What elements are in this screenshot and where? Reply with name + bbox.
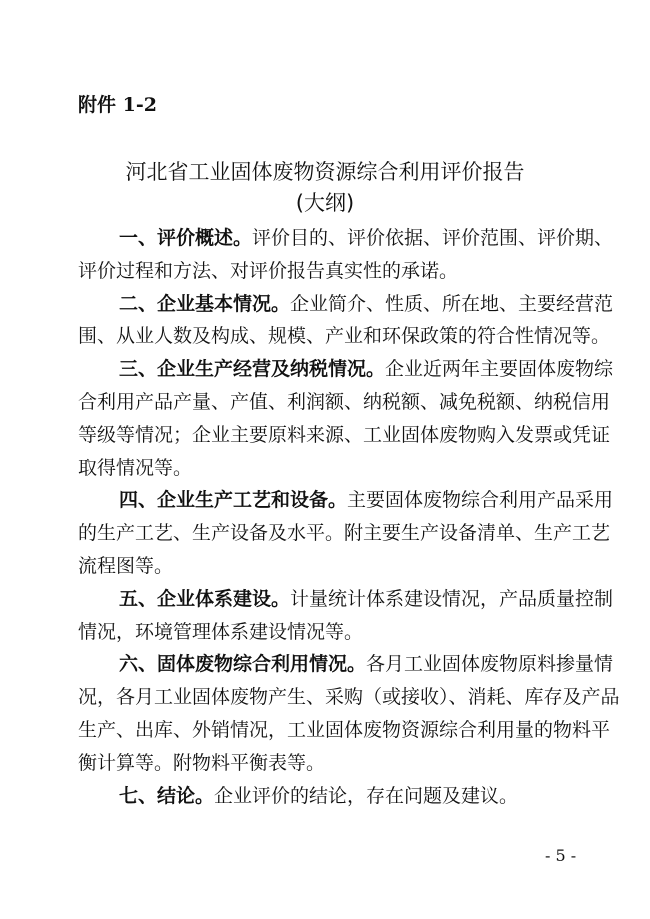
section-6 [78, 648, 620, 779]
section-line [78, 288, 614, 321]
section-heading: 五、企业体系建设。 [119, 587, 291, 610]
section-text: 企业近两年主要固体废物综 [385, 358, 614, 381]
section-text: 评价过程和方法、对评价报告真实性的承诺。 [78, 259, 459, 282]
section-line [78, 484, 614, 517]
section-heading: 七、结论。 [119, 784, 215, 807]
section-line [78, 616, 572, 649]
section-line [78, 714, 611, 747]
section-7 [78, 780, 572, 813]
section-text: 企业评价的结论，存在问题及建议。 [214, 784, 519, 807]
section-text: 评价目的、评价依据、评价范围、评价期、 [252, 227, 614, 249]
section-text: 情况，环境管理体系建设情况等。 [78, 620, 364, 643]
section-line [78, 320, 611, 353]
section-text: 围、从业人数及构成、规模、产业和环保政策的符合性情况等。 [78, 325, 611, 348]
section-line [78, 255, 572, 288]
section-heading: 一、评价概述。 [119, 227, 253, 249]
section-text: 流程图等。 [78, 554, 174, 577]
section-line [78, 452, 572, 485]
section-line [78, 681, 620, 714]
section-2 [78, 288, 614, 354]
section-heading: 二、企业基本情况。 [119, 292, 291, 315]
section-line [78, 517, 611, 550]
section-heading: 三、企业生产经营及纳税情况。 [119, 358, 386, 381]
section-3 [78, 353, 614, 484]
section-line [78, 419, 611, 452]
section-line [78, 550, 572, 583]
section-text: 计量统计体系建设情况，产品质量控制 [290, 587, 614, 610]
section-text: 衡计算等。附物料平衡表等。 [78, 751, 326, 774]
section-line [78, 747, 572, 780]
section-text: 生产、出库、外销情况，工业固体废物资源综合利用量的物料平 [78, 718, 611, 741]
section-line [78, 353, 614, 386]
section-text: 等级等情况；企业主要原料来源、工业固体废物购入发票或凭证 [78, 423, 611, 446]
section-1 [78, 222, 614, 288]
section-text: 主要固体废物综合利用产品采用 [347, 489, 614, 512]
section-text: 的生产工艺、生产设备及水平。附主要生产设备清单、生产工艺 [78, 522, 611, 545]
section-heading: 六、固体废物综合利用情况。 [119, 653, 367, 676]
attachment-label: 附件 1-2 [78, 94, 157, 116]
section-5 [78, 583, 614, 649]
section-text: 况，各月工业固体废物产生、采购（或接收）、消耗、库存及产品 [78, 686, 620, 709]
section-line [78, 583, 614, 616]
document-body [78, 222, 620, 812]
section-4 [78, 484, 614, 582]
section-text: 合利用产品产量、产值、利润额、纳税额、减免税额、纳税信用 [78, 390, 611, 413]
section-line [78, 780, 572, 813]
section-line [78, 648, 614, 681]
section-text: 各月工业固体废物原料掺量情 [366, 653, 614, 676]
section-heading: 四、企业生产工艺和设备。 [119, 489, 348, 512]
document-title: 河北省工业固体废物资源综合利用评价报告 [125, 160, 525, 184]
section-text: 取得情况等。 [78, 456, 193, 479]
page-number: - 5 - [545, 846, 577, 865]
section-line [78, 386, 611, 419]
section-text: 企业简介、性质、所在地、主要经营范 [290, 292, 614, 315]
document-subtitle: (大纲) [295, 191, 355, 215]
section-line [78, 222, 614, 255]
